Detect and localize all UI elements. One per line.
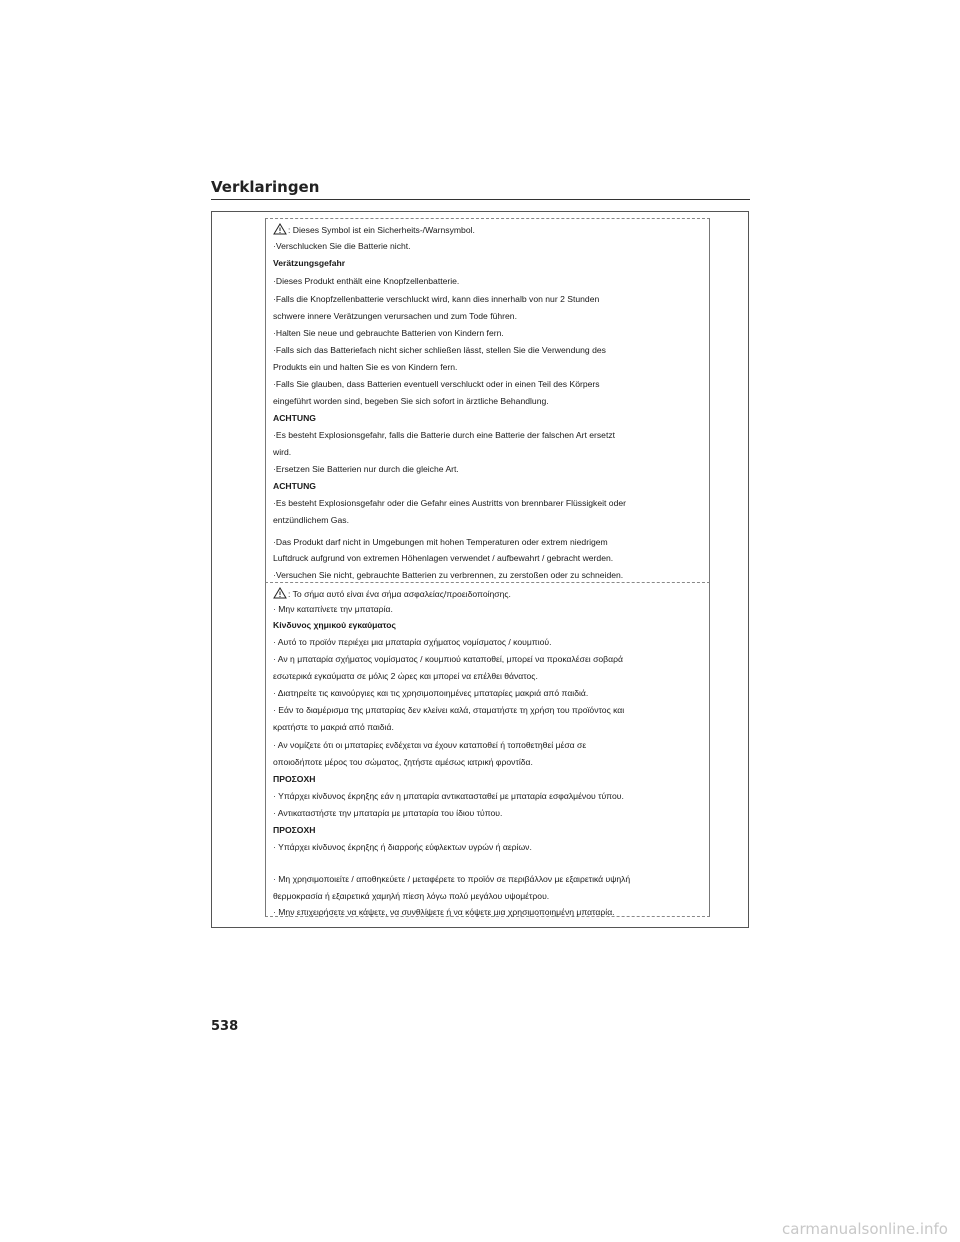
notice-line: ·Falls Sie glauben, dass Batterien eventuell verschluckt oder in einen Teil des Körpers (273, 379, 600, 389)
notice-line: · Μην καταπίνετε την μπαταρία. (273, 604, 393, 614)
notice-heading: ACHTUNG (273, 481, 316, 491)
notice-line: schwere innere Verätzungen verursachen und zum Tode führen. (273, 311, 517, 321)
notice-line: · Διατηρείτε τις καινούργιες και τις χρησιμοποιημένες μπαταρίες μακριά από παιδιά. (273, 688, 589, 698)
notice-line: Luftdruck aufgrund von extremen Höhenlagen verwendet / aufbewahrt / gebracht werden. (273, 553, 614, 563)
notice-line: · Αντικαταστήστε την μπαταρία με μπαταρία του ίδιου τύπου. (273, 808, 503, 818)
notice-line: : Το σήμα αυτό είναι ένα σήμα ασφαλείας/προειδοποίησης. (273, 587, 511, 599)
notice-line: · Αν νομίζετε ότι οι μπαταρίες ενδέχεται να έχουν καταποθεί ή τοποθετηθεί μέσα σε (273, 740, 587, 750)
notice-line: κρατήστε το μακριά από παιδιά. (273, 722, 394, 732)
page-number: 538 (211, 1019, 239, 1034)
notice-line: οποιοδήποτε μέρος του σώματος, ζητήστε αμέσως ιατρική φροντίδα. (273, 757, 533, 767)
notice-line: ·Falls sich das Batteriefach nicht sicher schließen lässt, stellen Sie die Verwendung des (273, 345, 606, 355)
notice-line: ·Dieses Produkt enthält eine Knopfzellenbatterie. (273, 276, 460, 286)
notice-line: entzündlichem Gas. (273, 515, 349, 525)
notice-heading: ΠΡΟΣΟΧΗ (273, 774, 316, 784)
notice-line: ·Versuchen Sie nicht, gebrauchte Batterien zu verbrennen, zu zerstoßen oder zu schneiden. (273, 570, 624, 580)
section-title: Verklaringen (211, 178, 320, 196)
notice-line: eingeführt worden sind, begeben Sie sich sofort in ärztliche Behandlung. (273, 396, 549, 406)
notice-line: ·Ersetzen Sie Batterien nur durch die gleiche Art. (273, 464, 459, 474)
notice-line: Produkts ein und halten Sie es von Kindern fern. (273, 362, 458, 372)
notice-heading: Κίνδυνος χημικού εγκαύματος (273, 620, 396, 630)
notice-line: · Υπάρχει κίνδυνος έκρηξης εάν η μπαταρία αντικατασταθεί με μπαταρία εσφαλμένου τύπου. (273, 791, 624, 801)
notice-line: : Dieses Symbol ist ein Sicherheits-/Warnsymbol. (273, 223, 475, 235)
notice-line: · Υπάρχει κίνδυνος έκρηξης ή διαρροής εύφλεκτων υγρών ή αερίων. (273, 842, 532, 852)
notice-line: θερμοκρασία ή εξαιρετικά χαμηλή πίεση λόγω πολύ μεγάλου υψομέτρου. (273, 891, 550, 901)
notice-heading: ACHTUNG (273, 413, 316, 423)
notice-line: · Μην επιχειρήσετε να κάψετε, να συνθλίψετε ή να κόψετε μια χρησιμοποιημένη μπαταρία. (273, 907, 615, 917)
notice-line: ·Falls die Knopfzellenbatterie verschluckt wird, kann dies innerhalb von nur 2 Stunden (273, 294, 600, 304)
notice-heading: ΠΡΟΣΟΧΗ (273, 825, 316, 835)
title-divider (211, 199, 750, 200)
notice-line: ·Halten Sie neue und gebrauchte Batterien von Kindern fern. (273, 328, 504, 338)
warning-triangle-icon (273, 223, 287, 235)
watermark: carmanualsonline.info (782, 1220, 948, 1238)
notice-line: · Αν η μπαταρία σχήματος νομίσματος / κουμπιού καταποθεί, μπορεί να προκαλέσει σοβαρά (273, 654, 623, 664)
notice-line: ·Das Produkt darf nicht in Umgebungen mit hohen Temperaturen oder extrem niedrigem (273, 537, 608, 547)
notice-line: ·Es besteht Explosionsgefahr, falls die Batterie durch eine Batterie der falschen Art ersetzt (273, 430, 616, 440)
notice-line: · Αυτό το προϊόν περιέχει μια μπαταρία σχήματος νομίσματος / κουμπιού. (273, 637, 552, 647)
notice-line: ·Es besteht Explosionsgefahr oder die Gefahr eines Austritts von brennbarer Flüssigkeit oder (273, 498, 627, 508)
notice-line: ·Verschlucken Sie die Batterie nicht. (273, 241, 411, 251)
notice-line: · Εάν το διαμέρισμα της μπαταρίας δεν κλείνει καλά, σταματήστε τη χρήση του προϊόντος και (273, 705, 625, 715)
notice-line: · Μη χρησιμοποιείτε / αποθηκεύετε / μεταφέρετε το προϊόν σε περιβάλλον με εξαιρετικά υψηλή (273, 874, 631, 884)
notice-heading: Verätzungsgefahr (273, 258, 346, 268)
notice-line: εσωτερικά εγκαύματα σε μόλις 2 ώρες και μπορεί να επέλθει θάνατος. (273, 671, 538, 681)
notice-line: wird. (273, 447, 292, 457)
warning-triangle-icon (273, 587, 287, 599)
